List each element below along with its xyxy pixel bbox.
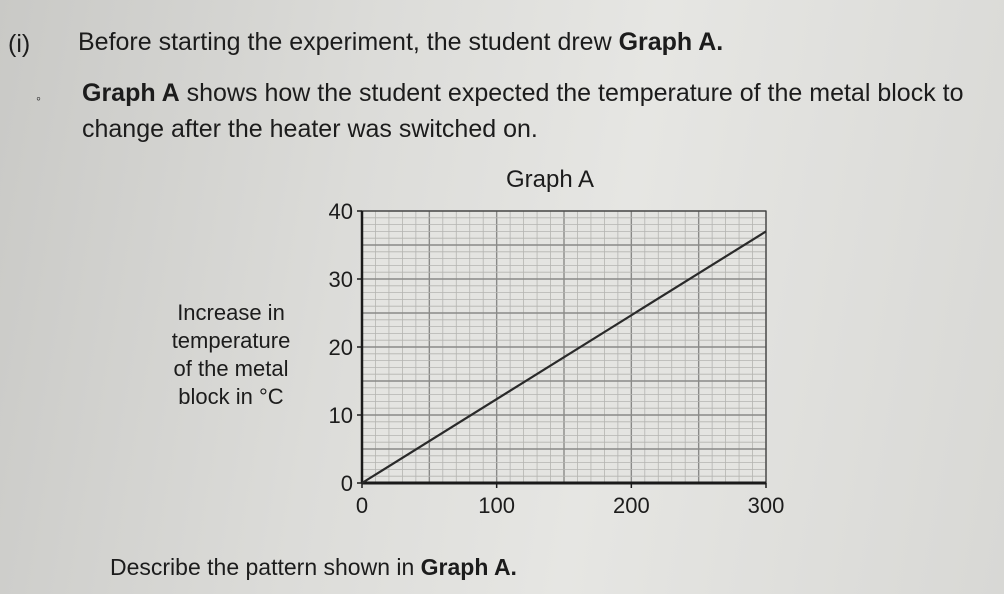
desc-bold: Graph A bbox=[82, 79, 180, 107]
y-tick-label: 40 bbox=[328, 199, 353, 224]
prompt-bold: Graph A. bbox=[420, 554, 517, 580]
line-chart bbox=[300, 196, 800, 526]
x-tick-label: 0 bbox=[355, 493, 369, 518]
y-tick-label: 0 bbox=[340, 471, 353, 496]
x-tick-label: 300 bbox=[747, 493, 785, 518]
question-description bbox=[82, 75, 992, 147]
y-axis-label bbox=[160, 299, 302, 411]
x-tick-label: 200 bbox=[612, 493, 650, 518]
x-tick-label: 100 bbox=[478, 493, 516, 518]
y-tick-label: 10 bbox=[328, 403, 353, 428]
y-axis-label-line: temperature bbox=[171, 328, 291, 353]
y-tick-label: 30 bbox=[328, 267, 353, 292]
chart-title: Graph A bbox=[506, 166, 595, 193]
question-intro bbox=[78, 28, 723, 57]
intro-text: Before starting the experiment, the student drew bbox=[78, 28, 619, 56]
intro-bold: Graph A. bbox=[618, 28, 724, 56]
question-prompt bbox=[110, 554, 517, 581]
y-axis-label-line: of the metal bbox=[173, 356, 289, 381]
question-number: (i) bbox=[8, 30, 31, 58]
y-axis-label-line: Increase in bbox=[177, 300, 285, 325]
prompt-text: Describe the pattern shown in bbox=[110, 554, 421, 580]
y-axis-label-line: block in °C bbox=[178, 384, 284, 409]
desc-text: shows how the student expected the temperature of the metal block to change after the heater was switched on. bbox=[82, 79, 964, 143]
bullet-icon: ◦ bbox=[36, 90, 41, 106]
y-tick-label: 20 bbox=[328, 335, 353, 360]
